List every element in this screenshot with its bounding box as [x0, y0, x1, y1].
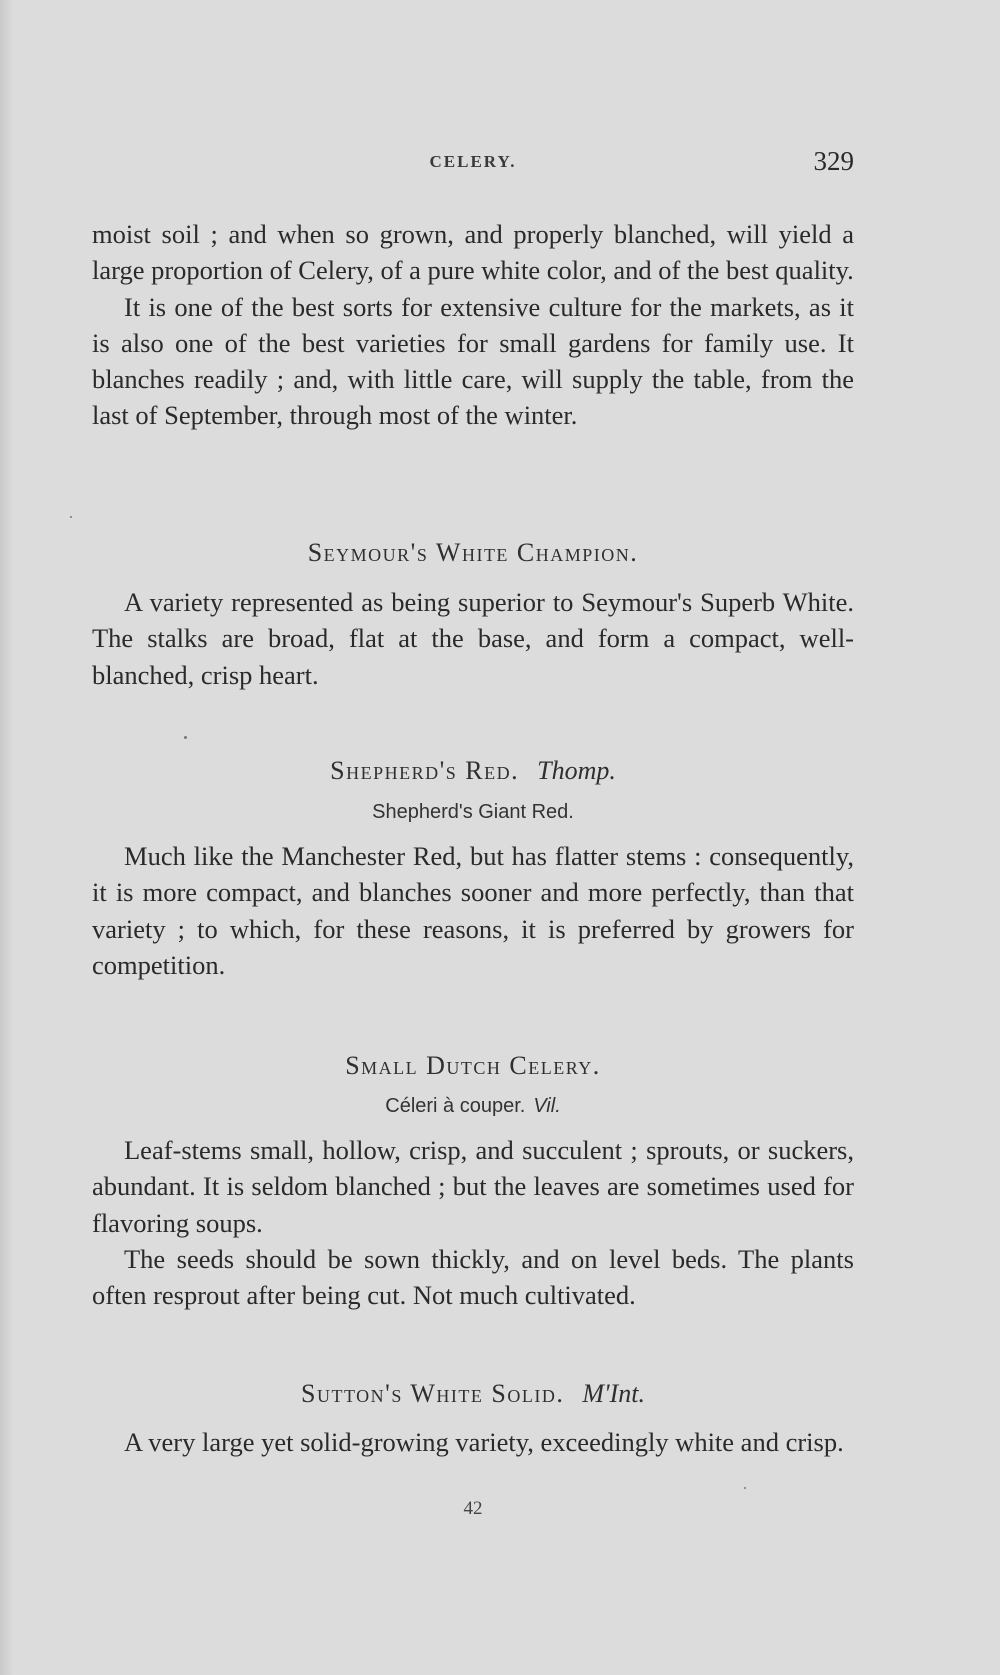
running-head: [92, 146, 854, 186]
section-paragraph: A variety represented as being superior to Seymour's Superb White. The stalks are broad, flat at the base, and form a compact, well-blanched, crisp heart.: [92, 587, 854, 690]
synonym-text: Céleri à couper.: [385, 1095, 526, 1117]
running-title: CELERY.: [429, 152, 517, 171]
section-paragraph: Leaf-stems small, hollow, crisp, and succulent ; sprouts, or suckers, abundant. It is seldom blanched ; but the leaves are sometimes used for flavoring soups.: [92, 1135, 854, 1238]
synonym-small-dutch-celery: [92, 1095, 854, 1118]
signature-mark: 42: [463, 1498, 483, 1519]
intro-text: [92, 216, 854, 434]
section-body-suttons-white-solid: [92, 1424, 854, 1460]
variety-name: Sutton's White Solid.: [301, 1379, 565, 1408]
print-speck: [744, 1487, 746, 1489]
section-body-shepherds-red: [92, 838, 854, 983]
print-speck: [184, 736, 187, 739]
synonym-shepherds-red: [92, 801, 854, 824]
variety-name: Shepherd's Red.: [330, 756, 520, 785]
section-heading-suttons-white-solid: [92, 1379, 854, 1409]
variety-authority: M'Int.: [582, 1379, 645, 1408]
intro-paragraph: moist soil ; and when so grown, and properly blanched, will yield a large proportion of Celery, of a pure white color, and of the best quality.: [92, 219, 854, 286]
section-paragraph: The seeds should be sown thickly, and on level beds. The plants often resprout after being cut. Not much cultivated.: [92, 1243, 854, 1311]
print-speck: [70, 516, 72, 518]
synonym-authority: Vil.: [533, 1095, 561, 1117]
synonym-text: Shepherd's Giant Red.: [372, 801, 574, 823]
variety-name: Seymour's White Champion.: [307, 538, 639, 567]
variety-name: Small Dutch Celery.: [345, 1051, 601, 1080]
section-paragraph: Much like the Manchester Red, but has flatter stems : consequently, it is more compact, and blanches sooner and more perfectly, than that variety ; to which, for these reasons, it is preferred by growers for competition.: [92, 841, 854, 980]
section-body-small-dutch-celery: [92, 1132, 854, 1313]
variety-authority: Thomp.: [537, 756, 616, 785]
page-number: 329: [813, 146, 854, 176]
page-spine-shadow: [0, 0, 14, 1675]
section-heading-seymours-white-champion: [92, 538, 854, 568]
section-body-seymours-white-champion: [92, 584, 854, 693]
section-heading-small-dutch-celery: [92, 1051, 854, 1081]
section-heading-shepherds-red: [92, 756, 854, 786]
section-paragraph: A very large yet solid-growing variety, exceedingly white and crisp.: [124, 1427, 844, 1457]
intro-paragraph: It is one of the best sorts for extensive culture for the markets, as it is also one of the best varieties for small gardens for family use. It blanches readily ; and, with little care, will supply the table, from the last of September, through most of the winter.: [92, 291, 854, 431]
